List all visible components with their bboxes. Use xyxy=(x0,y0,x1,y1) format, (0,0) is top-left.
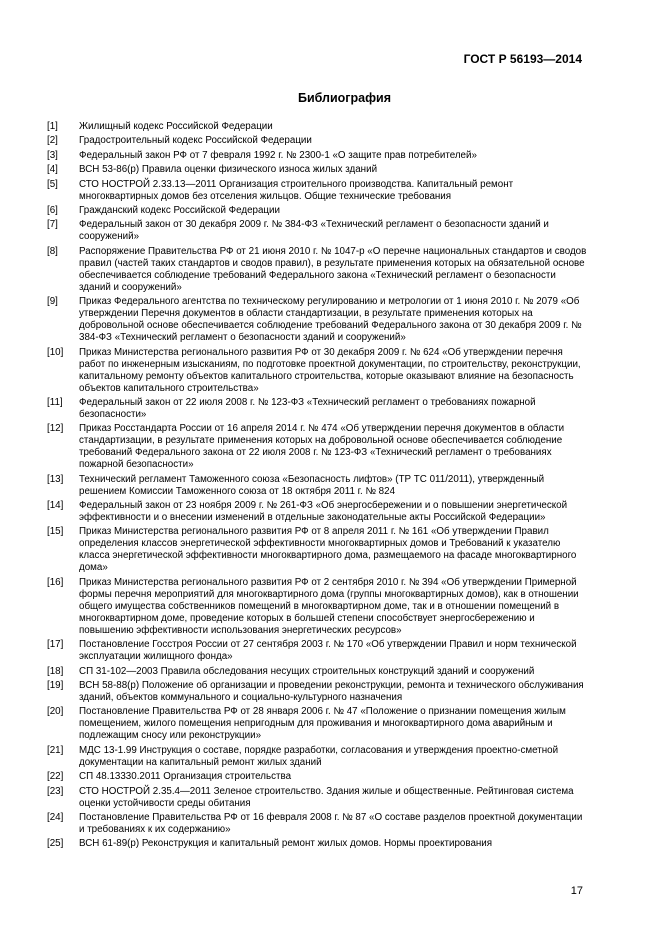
bibliography-entry xyxy=(47,164,589,176)
entry-number: [19] xyxy=(47,680,64,692)
bibliography-entry xyxy=(47,666,589,678)
entry-text: Федеральный закон РФ от 7 февраля 1992 г. № 2300-1 «О защите прав потребителей» xyxy=(79,149,477,161)
entry-text: СТО НОСТРОЙ 2.33.13—2011 Организация строительного производства. Капитальный ремонт многоквартирных домов без отселения жильцов. Общие технические требования xyxy=(79,178,514,202)
entry-number: [3] xyxy=(47,149,58,161)
bibliography-entry xyxy=(47,786,589,810)
entry-text: Постановление Правительства РФ от 28 января 2006 г. № 47 «Положение о признании помещения жилым помещением, жилого помещения непригодным для проживания и многоквартирного дома аварийным и подлежащим сносу или реконструкции» xyxy=(79,706,566,742)
entry-number: [24] xyxy=(47,811,64,823)
document-code: ГОСТ Р 56193—2014 xyxy=(463,52,582,66)
entry-number: [1] xyxy=(47,121,58,132)
entry-text: СТО НОСТРОЙ 2.35.4—2011 Зеленое строительство. Здания жилые и общественные. Рейтинговая система оценки устойчивости среды обитания xyxy=(79,785,574,809)
bibliography-entry xyxy=(47,423,589,471)
bibliography-entry xyxy=(47,500,589,524)
entry-number: [17] xyxy=(47,639,64,651)
entry-text: Постановление Правительства РФ от 16 февраля 2008 г. № 87 «О составе разделов проектной документации и требованиях к их содержанию» xyxy=(79,811,583,835)
entry-text: Федеральный закон от 23 ноября 2009 г. № 261-ФЗ «Об энергосбережении и о повышении энергетической эффективности и о внесении изменений в отдельные законодательные акты Российской Федерации» xyxy=(79,500,568,524)
entry-text: Федеральный закон от 22 июля 2008 г. № 123-ФЗ «Технический регламент о требованиях пожарной безопасности» xyxy=(79,396,536,420)
bibliography-entry xyxy=(47,397,589,421)
entry-text: Постановление Госстроя России от 27 сентября 2003 г. № 170 «Об утверждении Правил и норм технической эксплуатации жилищного фонда» xyxy=(79,639,577,663)
entry-number: [7] xyxy=(47,219,58,231)
entry-text: Приказ Росстандарта России от 16 апреля 2014 г. № 474 «Об утверждении перечня документов в области стандартизации, в результате применения которых на добровольной основе обеспечивается соблюдение требований Федерального закона от 22 июля 2008 г. № 123-ФЗ «Технический регламент о требованиях пожарной безопасности» xyxy=(79,423,565,471)
bibliography-entry xyxy=(47,474,589,498)
section-title: Библиография xyxy=(297,91,392,105)
entry-number: [15] xyxy=(47,526,64,538)
entry-text: ВСН 53-86(р) Правила оценки физического износа жилых зданий xyxy=(79,164,378,176)
bibliography-entry xyxy=(47,771,589,783)
entry-number: [12] xyxy=(47,423,64,435)
entry-text: МДС 13-1.99 Инструкция о составе, порядке разработки, согласования и утверждения проектно-сметной документации на капитальный ремонт жилых зданий xyxy=(79,744,559,768)
entry-number: [5] xyxy=(47,178,58,190)
entry-text: Приказ Федерального агентства по техническому регулированию и метрологии от 1 июня 2010 г. № 2079 «Об утверждении Перечня документов в области стандартизации, в результате применения которых на добровольной основе обеспечивается соблюдение требований Федерального закона от 30 декабря 2009 г. № 384-ФЗ «Технический регламент о безопасности зданий и сооружений» xyxy=(79,296,582,344)
entry-number: [10] xyxy=(47,346,64,358)
bibliography-list xyxy=(47,121,589,853)
bibliography-entry xyxy=(47,577,589,637)
entry-number: [16] xyxy=(47,576,64,588)
entry-text: Приказ Министерства регионального развития РФ от 8 апреля 2011 г. № 161 «Об утверждении Правил определения классов энергетической эффективности многоквартирных домов и Требований к указателю класса энергетической эффективности многоквартирного дома, размещаемого на фасаде многоквартирного дома» xyxy=(79,526,577,574)
entry-text: Распоряжение Правительства РФ от 21 июня 2010 г. № 1047-р «О перечне национальных стандартов и сводов правил (частей таких стандартов и сводов правил), в результате применения которых на обязательной основе обеспечивается соблюдение требований Федерального закона «Технический регламент о безопасности зданий и сооружений» xyxy=(79,245,587,293)
entry-number: [4] xyxy=(47,164,58,176)
entry-number: [11] xyxy=(47,396,63,408)
bibliography-entry xyxy=(47,246,589,294)
entry-number: [18] xyxy=(47,665,64,677)
entry-number: [2] xyxy=(47,135,58,147)
bibliography-entry xyxy=(47,150,589,162)
bibliography-entry xyxy=(47,296,589,344)
entry-text: Гражданский кодекс Российской Федерации xyxy=(79,204,280,216)
bibliography-entry xyxy=(47,680,589,704)
entry-number: [14] xyxy=(47,500,64,512)
bibliography-entry xyxy=(47,347,589,395)
bibliography-entry xyxy=(47,812,589,836)
entry-text: Технический регламент Таможенного союза «Безопасность лифтов» (ТР ТС 011/2011), утвержденный решением Комиссии Таможенного союза от 18 октября 2011 г. № 824 xyxy=(79,473,545,497)
entry-text: Приказ Министерства регионального развития РФ от 30 декабря 2009 г. № 624 «Об утверждении перечня работ по инженерным изысканиям, по подготовке проектной документации, по строительству, реконструкции, капитальному ремонту объектов капитального строительства, которые оказывают влияние на безопасность объектов капитального строительства» xyxy=(79,346,581,394)
entry-text: СП 48.13330.2011 Организация строительства xyxy=(79,771,292,783)
entry-number: [9] xyxy=(47,296,58,308)
bibliography-entry xyxy=(47,205,589,217)
entry-text: ВСН 58-88(р) Положение об организации и проведении реконструкции, ремонта и технического обслуживания зданий, объектов коммунального и социально-культурного назначения xyxy=(79,680,584,704)
bibliography-entry xyxy=(47,121,589,133)
bibliography-entry xyxy=(47,838,589,850)
page-number: 17 xyxy=(570,885,583,897)
entry-number: [13] xyxy=(47,473,64,485)
bibliography-entry xyxy=(47,526,589,574)
bibliography-entry xyxy=(47,745,589,769)
entry-number: [22] xyxy=(47,771,64,783)
entry-text: СП 31-102—2003 Правила обследования несущих строительных конструкций зданий и сооружений xyxy=(79,665,535,677)
entry-text: ВСН 61-89(р) Реконструкция и капитальный ремонт жилых домов. Нормы проектирования xyxy=(79,838,493,850)
bibliography-entry xyxy=(47,179,589,203)
entry-number: [6] xyxy=(47,204,58,216)
entry-number: [25] xyxy=(47,838,64,850)
bibliography-entry xyxy=(47,135,589,147)
entry-number: [23] xyxy=(47,785,64,797)
entry-number: [21] xyxy=(47,744,64,756)
entry-text: Градостроительный кодекс Российской Федерации xyxy=(79,135,312,147)
entry-text: Федеральный закон от 30 декабря 2009 г. № 384-ФЗ «Технический регламент о безопасности зданий и сооружений» xyxy=(79,219,549,243)
entry-number: [8] xyxy=(47,245,58,257)
bibliography-entry xyxy=(47,219,589,243)
entry-number: [20] xyxy=(47,706,64,718)
entry-text: Приказ Министерства регионального развития РФ от 2 сентября 2010 г. № 394 «Об утверждении Примерной формы перечня мероприятий для многоквартирного дома (группы многоквартирных домов), как в отношении общего имущества собственников помещений в многоквартирном доме, так и в отношении помещений в многоквартирном доме, проведение которых в большей степени способствует энергосбережению и повышению эффективности использования энергетических ресурсов» xyxy=(79,576,579,636)
bibliography-entry xyxy=(47,639,589,663)
entry-text: Жилищный кодекс Российской Федерации xyxy=(79,121,273,132)
bibliography-entry xyxy=(47,706,589,742)
